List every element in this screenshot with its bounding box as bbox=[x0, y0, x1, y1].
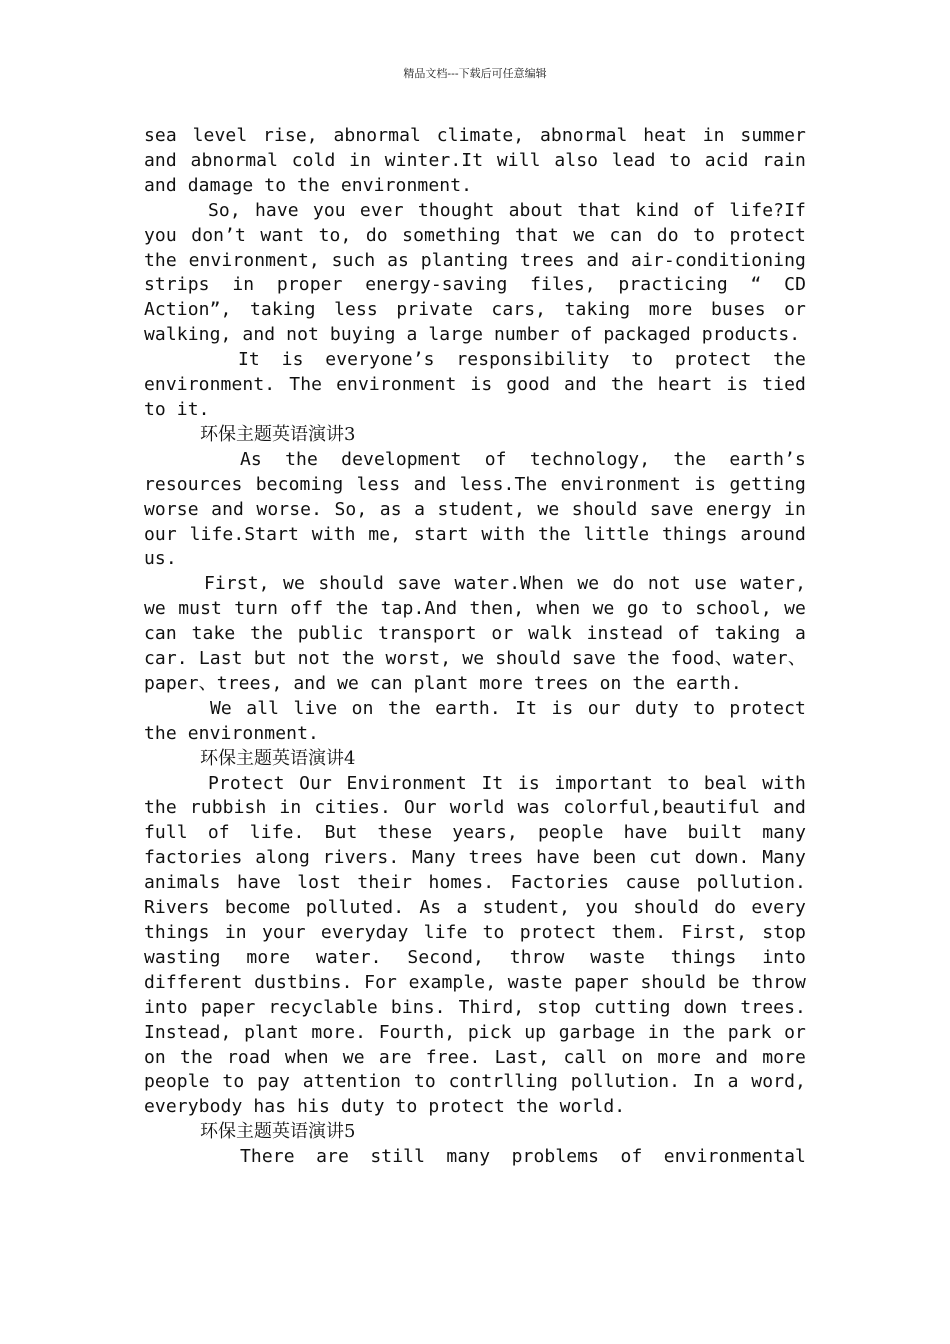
page-header: 精品文档---下载后可任意编辑 bbox=[403, 67, 547, 80]
paragraph: Protect Our Environment It is important to beal with the rubbish in cities. Our world was colorful,beautiful and full of life. But these years, people have built many factories along rivers. Many trees have been cut down. Many animals have lost their homes. Factories cause pollution. Rivers become polluted. As a student, you should do every things in your everyday life to protect them. First, stop wasting more water. Second, throw waste things into different dustbins. For example, waste paper should be throw into paper recyclable bins. Third, stop cutting down trees. Instead, plant more. Fourth, pick up garbage in the park or on the road when we are free. Last, call on more and more people to pay attention to contrlling pollution. In a word, everybody has his duty to protect the world. bbox=[144, 772, 806, 1118]
document-body bbox=[144, 124, 806, 1170]
section-heading: 环保主题英语演讲4 bbox=[200, 747, 356, 769]
paragraph: It is everyone’s responsibility to protect the environment. The environment is good and the heart is tied to it. bbox=[144, 349, 806, 420]
paragraph: There are still many problems of environmental bbox=[240, 1146, 806, 1168]
section-heading: 环保主题英语演讲3 bbox=[200, 423, 356, 445]
paragraph: As the development of technology, the earth’s resources becoming less and less.The environment is getting worse and worse. So, as a student, we should save energy in our life.Start with me, start with the little things around us. bbox=[144, 448, 806, 570]
paragraph: So, have you ever thought about that kind of life?If you don’t want to, do something that we can do to protect the environment, such as planting trees and air-conditioning strips in proper energy-saving files, practicing “ CD Action”, taking less private cars, taking more buses or walking, and not buying a large number of packaged products. bbox=[144, 199, 806, 346]
section-heading: 环保主题英语演讲5 bbox=[200, 1121, 356, 1143]
paragraph: First, we should save water.When we do not use water, we must turn off the tap.And then, when we go to school, we can take the public transport or walk instead of taking a car. Last but not the worst, we should save the food、water、paper、trees, and we can plant more trees on the earth. bbox=[144, 573, 806, 694]
paragraph: sea level rise, abnormal climate, abnormal heat in summer and abnormal cold in winter.It will also lead to acid rain and damage to the environment. bbox=[144, 125, 806, 196]
paragraph: We all live on the earth. It is our duty to protect the environment. bbox=[144, 697, 806, 744]
